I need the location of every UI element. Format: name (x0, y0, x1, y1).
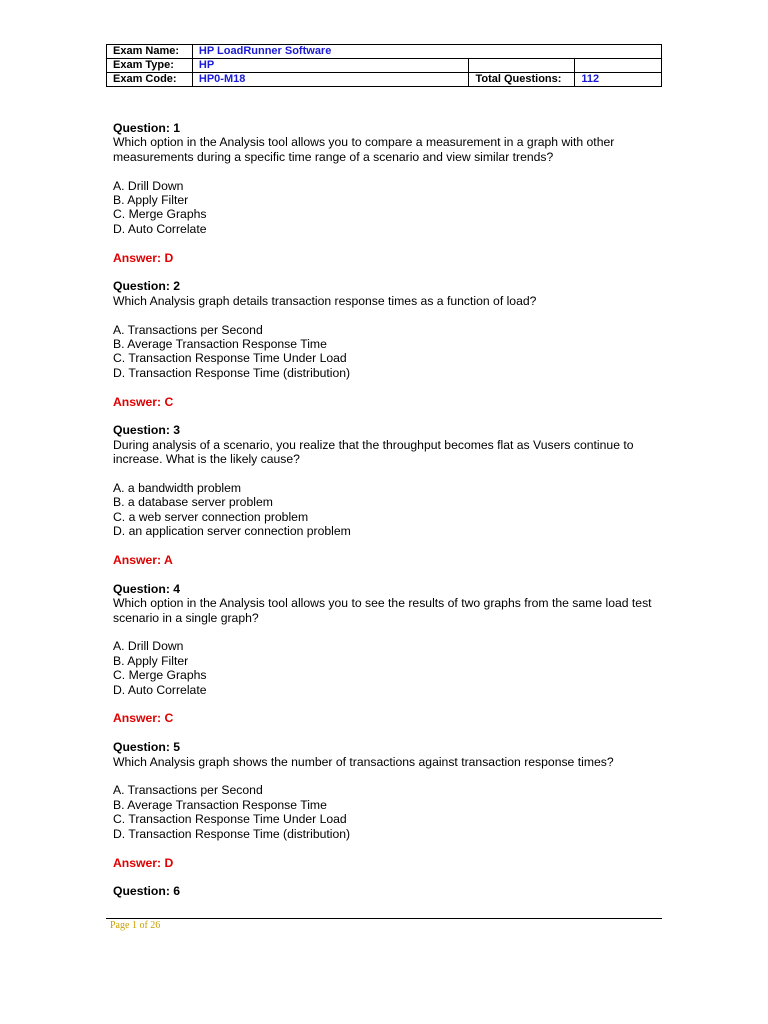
option-item: D. Auto Correlate (113, 221, 207, 236)
option-item: C. Transaction Response Time Under Load (113, 812, 347, 827)
page-number: Page 1 of 26 (110, 920, 161, 931)
question-block (113, 582, 653, 726)
exam-code-value: HP0-M18 (192, 73, 469, 87)
question-title: Question: 2 (113, 279, 181, 294)
option-item: B. Apply Filter (113, 193, 189, 208)
option-item: B. Average Transaction Response Time (113, 337, 327, 352)
empty-cell (469, 59, 575, 73)
option-item: A. Drill Down (113, 178, 184, 193)
question-text: Which Analysis graph shows the number of transactions against transaction response times? (113, 754, 614, 769)
question-block (113, 740, 653, 870)
questions-content (113, 121, 653, 899)
exam-type-row (107, 59, 662, 73)
answer-label: Answer: D (113, 250, 174, 265)
option-item: B. a database server problem (113, 495, 273, 510)
options-list (113, 481, 653, 539)
footer-divider (106, 918, 662, 919)
answer-label: Answer: C (113, 394, 174, 409)
option-item: D. Auto Correlate (113, 682, 207, 697)
option-item: C. a web server connection problem (113, 509, 309, 524)
options-list (113, 639, 653, 697)
exam-type-label: Exam Type: (107, 59, 193, 73)
empty-cell (575, 59, 662, 73)
question-text: Which option in the Analysis tool allows you to see the results of two graphs from the same load test scenario in a single graph? (113, 596, 652, 625)
exam-info-table (106, 44, 662, 87)
answer-label: Answer: C (113, 711, 174, 726)
exam-code-row (107, 73, 662, 87)
question-text: Which Analysis graph details transaction response times as a function of load? (113, 293, 537, 308)
question-title: Question: 5 (113, 740, 181, 755)
question-title: Question: 4 (113, 581, 181, 596)
option-item: B. Average Transaction Response Time (113, 797, 327, 812)
option-item: D. an application server connection problem (113, 524, 351, 539)
option-item: B. Apply Filter (113, 653, 189, 668)
question-block (113, 121, 653, 265)
total-questions-value: 112 (575, 73, 662, 87)
total-questions-label: Total Questions: (469, 73, 575, 87)
option-item: C. Transaction Response Time Under Load (113, 351, 347, 366)
answer-label: Answer: A (113, 553, 173, 568)
exam-name-label: Exam Name: (107, 45, 193, 59)
options-list (113, 783, 653, 841)
question-block (113, 279, 653, 409)
question-title: Question: 6 (113, 884, 181, 899)
exam-name-value: HP LoadRunner Software (192, 45, 661, 59)
option-item: D. Transaction Response Time (distribution) (113, 826, 351, 841)
question-title: Question: 3 (113, 423, 181, 438)
answer-label: Answer: D (113, 855, 174, 870)
question-title: Question: 1 (113, 121, 181, 135)
option-item: D. Transaction Response Time (distribution) (113, 365, 351, 380)
option-item: C. Merge Graphs (113, 207, 207, 222)
question-text: Which option in the Analysis tool allows you to compare a measurement in a graph with other measurements during a specific time range of a scenario and view similar trends? (113, 135, 615, 164)
options-list (113, 179, 653, 237)
question-text: During analysis of a scenario, you realize that the throughput becomes flat as Vusers continue to increase. What is the likely cause? (113, 437, 634, 467)
option-item: A. a bandwidth problem (113, 481, 242, 496)
exam-type-value: HP (192, 59, 469, 73)
option-item: A. Transactions per Second (113, 322, 263, 337)
exam-code-label: Exam Code: (107, 73, 193, 87)
options-list (113, 323, 653, 381)
option-item: C. Merge Graphs (113, 668, 207, 683)
option-item: A. Transactions per Second (113, 783, 263, 798)
option-item: A. Drill Down (113, 639, 184, 654)
question-block (113, 423, 653, 567)
exam-name-row (107, 45, 662, 59)
